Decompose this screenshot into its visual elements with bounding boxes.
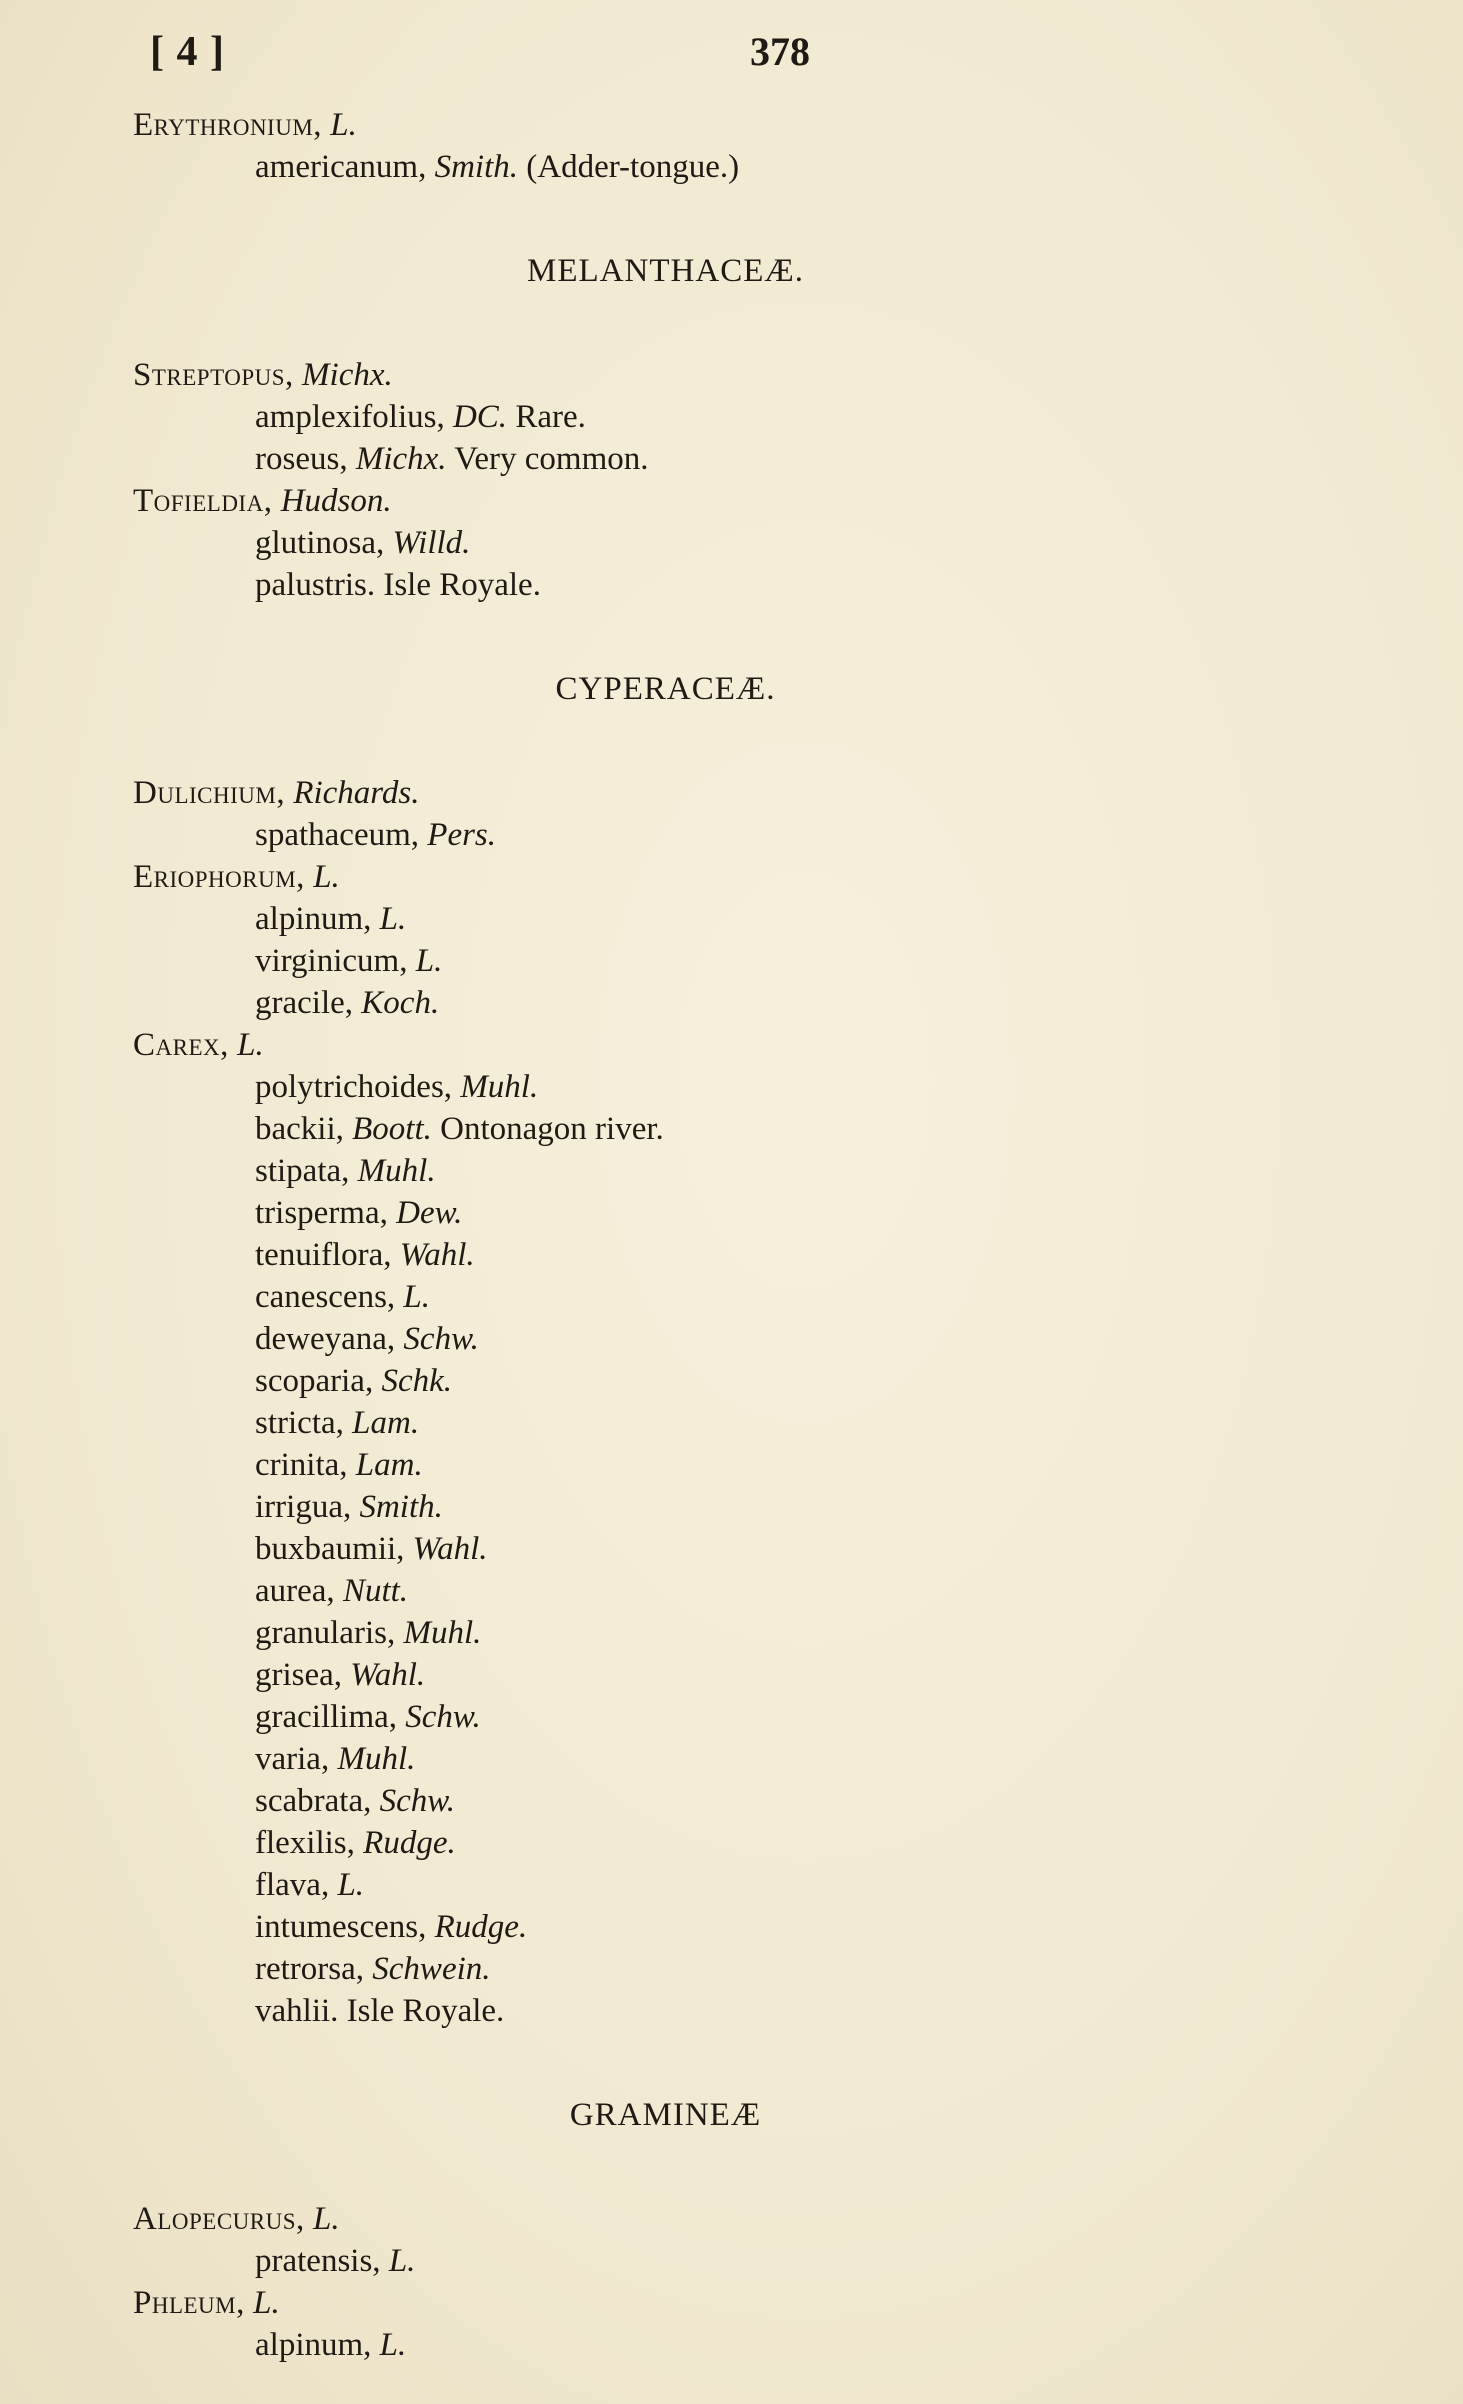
- authority: Smith.: [359, 1489, 443, 1525]
- species-entry: [133, 1864, 1283, 1906]
- species-name: pratensis,: [255, 2243, 381, 2279]
- species-name: retrorsa,: [255, 1951, 365, 1987]
- species-name: flexilis,: [255, 1825, 355, 1861]
- authority: Nutt.: [342, 1573, 409, 1609]
- species-name: granularis,: [255, 1615, 396, 1651]
- authority: Schwein.: [372, 1951, 491, 1987]
- genus-entry: [133, 772, 1283, 814]
- authority: Schw.: [403, 1321, 479, 1357]
- authority: L.: [330, 107, 357, 143]
- species-entry: [133, 1066, 1283, 1108]
- species-entry: [133, 1444, 1283, 1486]
- authority: Wahl.: [412, 1531, 488, 1567]
- species-name: backii,: [255, 1111, 344, 1147]
- species-name: vahlii.: [255, 1993, 339, 2029]
- species-name: irrigua,: [255, 1489, 352, 1525]
- authority: Michx.: [355, 441, 447, 477]
- species-entry: [133, 564, 1283, 606]
- authority: Richards.: [293, 775, 420, 811]
- species-entry: [133, 1528, 1283, 1570]
- signature-mark: [ 4 ]: [150, 29, 225, 75]
- species-name: glutinosa,: [255, 525, 385, 561]
- section-spacer: [133, 2136, 1283, 2198]
- family-heading: MELANTHACEÆ.: [527, 253, 804, 289]
- note: Ontonagon river.: [440, 1111, 664, 1147]
- species-name: grisea,: [255, 1657, 343, 1693]
- genus-entry: [133, 1024, 1283, 1066]
- authority: Schw.: [405, 1699, 481, 1735]
- authority: L.: [403, 1279, 431, 1315]
- species-entry: [133, 1318, 1283, 1360]
- species-entry: [133, 522, 1283, 564]
- species-name: canescens,: [255, 1279, 396, 1315]
- species-name: flava,: [255, 1867, 330, 1903]
- species-entry: [133, 940, 1283, 982]
- plant-list: [133, 104, 1283, 2366]
- page-header: [150, 28, 1250, 78]
- species-entry: [133, 1948, 1283, 1990]
- species-entry: [133, 1612, 1283, 1654]
- species-entry: [133, 396, 1283, 438]
- species-name: deweyana,: [255, 1321, 396, 1357]
- species-entry: [133, 2324, 1283, 2366]
- genus-name: Streptopus,: [133, 357, 294, 393]
- species-name: americanum,: [255, 149, 427, 185]
- authority: Rudge.: [434, 1909, 528, 1945]
- authority: Muhl.: [460, 1069, 539, 1105]
- species-entry: [133, 438, 1283, 480]
- species-name: buxbaumii,: [255, 1531, 405, 1567]
- species-name: spathaceum,: [255, 817, 420, 853]
- authority: L.: [253, 2285, 280, 2321]
- species-entry: [133, 1654, 1283, 1696]
- species-entry: [133, 1696, 1283, 1738]
- genus-name: Erythronium,: [133, 107, 323, 143]
- species-name: polytrichoides,: [255, 1069, 453, 1105]
- authority: Muhl.: [357, 1153, 436, 1189]
- species-entry: [133, 1360, 1283, 1402]
- authority: Muhl.: [403, 1615, 482, 1651]
- authority: Schk.: [381, 1363, 452, 1399]
- species-entry: [133, 2240, 1283, 2282]
- species-name: amplexifolius,: [255, 399, 445, 435]
- species-entry: [133, 814, 1283, 856]
- species-entry: [133, 146, 1283, 188]
- genus-entry: [133, 104, 1283, 146]
- genus-entry: [133, 354, 1283, 396]
- authority: L.: [237, 1027, 264, 1063]
- authority: L.: [313, 859, 340, 895]
- species-entry: [133, 1486, 1283, 1528]
- species-name: stricta,: [255, 1405, 344, 1441]
- genus-name: Dulichium,: [133, 775, 286, 811]
- family-heading: CYPERACEÆ.: [555, 671, 776, 707]
- species-entry: [133, 898, 1283, 940]
- species-name: alpinum,: [255, 901, 372, 937]
- species-name: scoparia,: [255, 1363, 374, 1399]
- authority: Koch.: [361, 985, 440, 1021]
- note: Isle Royale.: [383, 567, 541, 603]
- authority: Muhl.: [337, 1741, 416, 1777]
- note: Rare.: [515, 399, 586, 435]
- species-entry: [133, 1276, 1283, 1318]
- species-entry: [133, 1738, 1283, 1780]
- authority: L.: [379, 901, 407, 937]
- authority: Michx.: [302, 357, 393, 393]
- section-spacer: [133, 292, 1283, 354]
- species-name: stipata,: [255, 1153, 350, 1189]
- authority: L.: [415, 943, 443, 979]
- authority: L.: [379, 2327, 407, 2363]
- species-entry: [133, 1402, 1283, 1444]
- authority: Dew.: [396, 1195, 463, 1231]
- note: Isle Royale.: [346, 1993, 505, 2029]
- species-name: palustris.: [255, 567, 376, 603]
- species-name: crinita,: [255, 1447, 348, 1483]
- species-entry: [133, 1192, 1283, 1234]
- species-entry: [133, 982, 1283, 1024]
- species-entry: [133, 1990, 1283, 2032]
- species-entry: [133, 1906, 1283, 1948]
- genus-entry: [133, 2198, 1283, 2240]
- species-name: varia,: [255, 1741, 330, 1777]
- species-name: virginicum,: [255, 943, 408, 979]
- authority: Lam.: [355, 1447, 423, 1483]
- species-name: intumescens,: [255, 1909, 427, 1945]
- species-name: tenuiflora,: [255, 1237, 392, 1273]
- species-entry: [133, 1108, 1283, 1150]
- species-name: alpinum,: [255, 2327, 372, 2363]
- authority: Lam.: [352, 1405, 420, 1441]
- species-name: trisperma,: [255, 1195, 388, 1231]
- genus-name: Eriophorum,: [133, 859, 305, 895]
- species-entry: [133, 1150, 1283, 1192]
- species-entry: [133, 1780, 1283, 1822]
- authority: Smith.: [434, 149, 519, 185]
- genus-entry: [133, 2282, 1283, 2324]
- section-spacer: [133, 188, 1283, 250]
- note: Very common.: [454, 441, 649, 477]
- family-heading: GRAMINEÆ: [569, 2097, 762, 2133]
- genus-name: Tofieldia,: [133, 483, 273, 519]
- genus-name: Alopecurus,: [133, 2201, 305, 2237]
- species-entry: [133, 1234, 1283, 1276]
- species-entry: [133, 1570, 1283, 1612]
- note: (Adder-tongue.): [526, 149, 740, 185]
- species-name: roseus,: [255, 441, 348, 477]
- authority: Schw.: [379, 1783, 456, 1819]
- authority: Willd.: [392, 525, 471, 561]
- section-spacer: [133, 2032, 1283, 2094]
- section-spacer: [133, 710, 1283, 772]
- genus-name: Carex,: [133, 1027, 229, 1063]
- species-entry: [133, 1822, 1283, 1864]
- section-spacer: [133, 606, 1283, 668]
- genus-entry: [133, 480, 1283, 522]
- species-name: gracillima,: [255, 1699, 398, 1735]
- authority: Hudson.: [280, 483, 392, 519]
- authority: L.: [313, 2201, 340, 2237]
- authority: Rudge.: [363, 1825, 456, 1861]
- authority: Pers.: [427, 817, 497, 853]
- species-name: scabrata,: [255, 1783, 372, 1819]
- authority: DC.: [452, 399, 508, 435]
- authority: L.: [337, 1867, 365, 1903]
- species-name: gracile,: [255, 985, 354, 1021]
- species-name: aurea,: [255, 1573, 335, 1609]
- authority: Wahl.: [399, 1237, 475, 1273]
- page-number: 378: [750, 29, 810, 74]
- authority: Wahl.: [350, 1657, 426, 1693]
- genus-name: Phleum,: [133, 2285, 245, 2321]
- authority: Boott.: [352, 1111, 432, 1147]
- authority: L.: [388, 2243, 416, 2279]
- genus-entry: [133, 856, 1283, 898]
